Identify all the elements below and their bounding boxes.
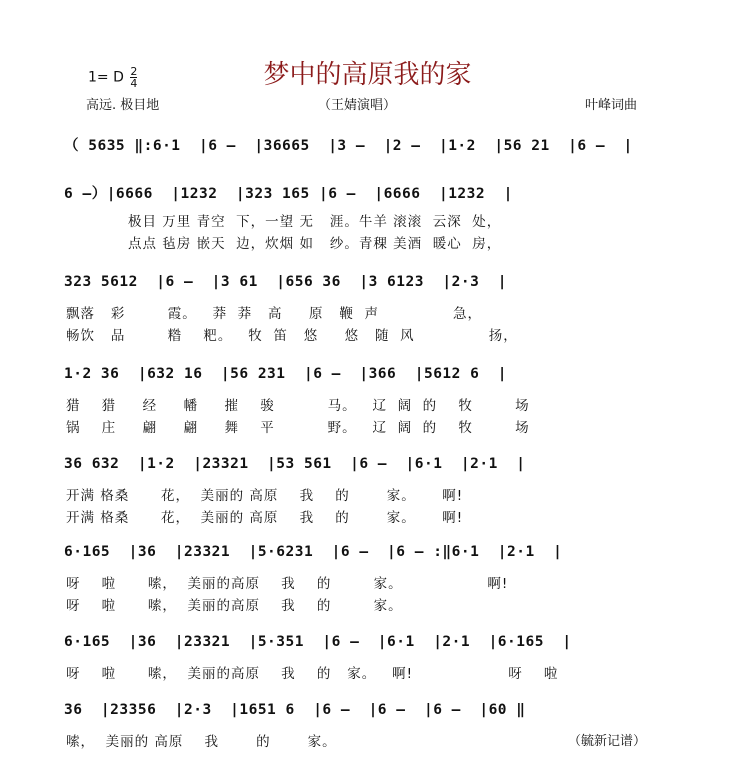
lyric-line: 畅饮 品 糌 粑。 牧 笛 悠 悠 随 风 扬，	[66, 328, 518, 344]
notation-line: 36 |23356 |2·3 |1651 6 |6 – |6 – |6 – |60 ‖	[64, 702, 526, 718]
lyric-line: 极目 万里 青空 下，一望 无 涯。牛羊 滚滚 云深 处，	[128, 214, 502, 230]
lyric-line: 呀 啦 嗦， 美丽的高原 我 的 家。 啊!	[66, 576, 509, 592]
key-signature	[88, 66, 137, 89]
song-title: 梦中的高原我的家	[263, 60, 472, 90]
lyric-line: 呀 啦 嗦， 美丽的高原 我 的 家。	[66, 598, 403, 614]
lyric-line: 锅 庄 翩 翩 舞 平 野。 辽 阔 的 牧 场	[66, 420, 530, 436]
time-signature	[130, 66, 137, 89]
notation-line: 323 5612 |6 – |3 61 |656 36 |3 6123 |2·3 |	[64, 274, 508, 290]
time-top: 2	[130, 65, 138, 78]
time-bottom: 4	[130, 77, 138, 90]
notation-line: 1·2 36 |632 16 |56 231 |6 – |366 |5612 6 |	[64, 366, 508, 382]
notation-line: 36 632 |1·2 |23321 |53 561 |6 – |6·1 |2·1 |	[64, 456, 526, 472]
singer-credit: （王婧演唱）	[318, 98, 397, 113]
lyric-line: 嗦， 美丽的 高原 我 的 家。	[66, 734, 337, 750]
notation-line: （ 5635 ‖:6·1 |6 – |36665 |3 – |2 – |1·2 |56 21 |6 – |	[64, 138, 633, 154]
composer-credit: 叶峰词曲	[585, 98, 638, 113]
notation-line: 6·165 |36 |23321 |5·6231 |6 – |6 – :‖6·1 |2·1 |	[64, 544, 563, 560]
lyric-line: 猎 猎 经 幡 摧 骏 马。 辽 阔 的 牧 场	[66, 398, 530, 414]
lyric-line: 开满 格桑 花， 美丽的 高原 我 的 家。 啊!	[66, 510, 464, 526]
lyric-line: 点点 毡房 嵌天 边，炊烟 如 纱。青稞 美酒 暖心 房，	[128, 236, 502, 252]
tempo-marking: 高远. 极目地	[86, 98, 160, 113]
key-label: 1= D	[88, 69, 124, 86]
lyric-line: 呀 啦 嗦， 美丽的高原 我 的 家。 啊! 呀 啦	[66, 666, 559, 682]
notation-line: 6·165 |36 |23321 |5·351 |6 – |6·1 |2·1 |6·165 |	[64, 634, 572, 650]
lyric-line: 飘落 彩 霞。 莽 莽 高 原 鞭 声 急，	[66, 306, 483, 322]
notation-line: 6 –）|6666 |1232 |323 165 |6 – |6666 |1232 |	[64, 186, 513, 202]
transcriber-credit: （毓新记谱）	[568, 734, 647, 749]
lyric-line: 开满 格桑 花， 美丽的 高原 我 的 家。 啊!	[66, 488, 464, 504]
